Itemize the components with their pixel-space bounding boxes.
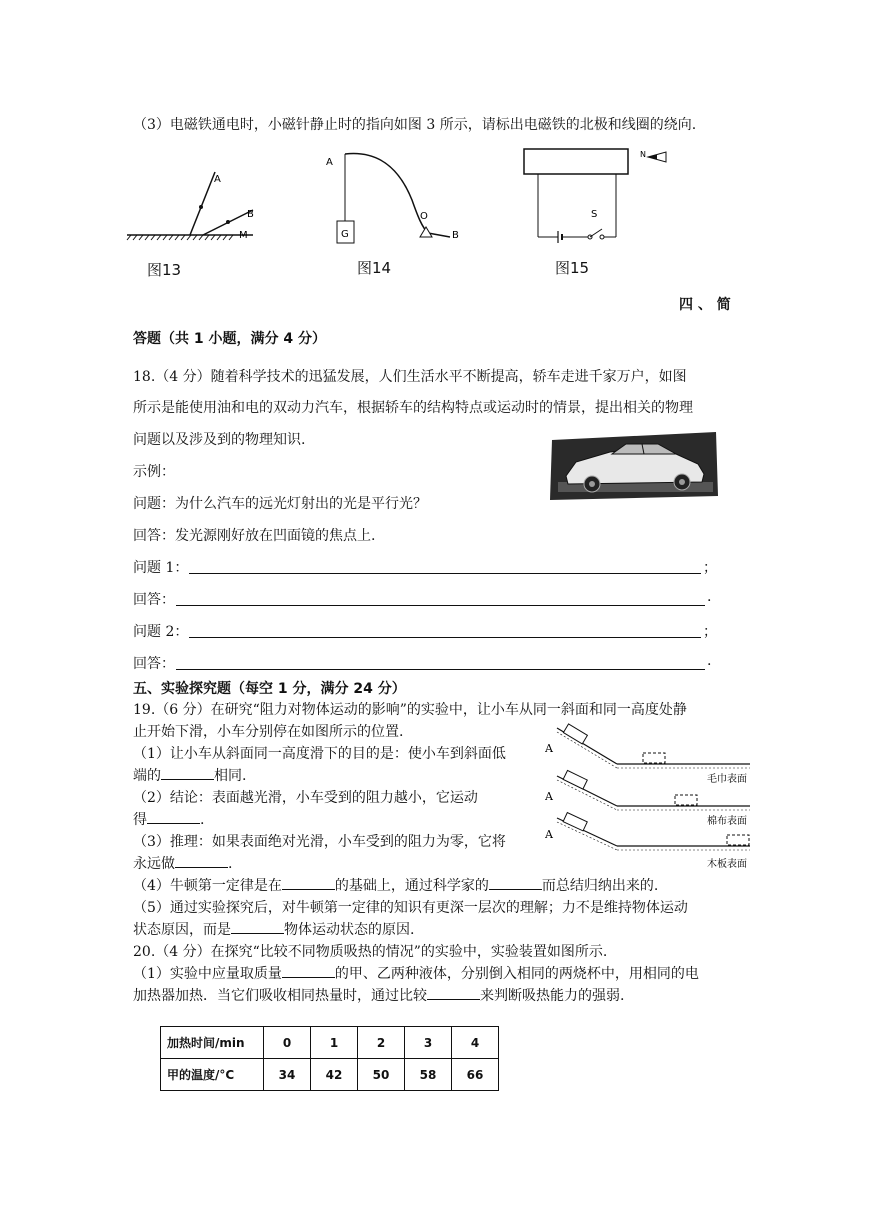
figure-13-diagram [125, 160, 265, 280]
q19-part-4-pre: （4）牛顿第一定律是在 [133, 878, 282, 894]
q20-line-1: 20.（4 分）在探究“比较不同物质吸热的情况”的实验中，实验装置如图所示. [133, 944, 608, 960]
figure-14-caption: 图14 [357, 259, 392, 277]
q19-part-5-b [133, 919, 414, 939]
q19-part-1-b [133, 765, 246, 785]
q18-line-2: 所示是能使用油和电的双动力汽车，根据轿车的结构特点或运动时的情景，提出相关的物理 [133, 400, 693, 416]
table-cell: 58 [405, 1059, 452, 1091]
q20-part-1-a-pre: （1）实验中应量取质量 [133, 966, 282, 982]
q18-answer-2-blank[interactable] [176, 656, 705, 670]
ramp-point-a: A [545, 742, 553, 755]
q19-part-4-post: 而总结归纳出来的. [541, 878, 659, 894]
table-row [161, 1059, 499, 1091]
q18-question-1-end: ； [703, 560, 717, 576]
q19-part-2-b-post: . [200, 812, 205, 828]
q19-blank-5[interactable] [489, 875, 542, 890]
q19-part-5-a: （5）通过实验探究后，对牛顿第一定律的知识有更深一层次的理解；力不是维持物体运动 [133, 900, 688, 916]
q20-blank-1[interactable] [282, 963, 335, 978]
q19-part-2-a: （2）结论：表面越光滑，小车受到的阻力越小，它运动 [133, 790, 478, 806]
q19-part-3-a: （3）推理：如果表面绝对光滑，小车受到的阻力为零，它将 [133, 834, 506, 850]
q19-part-3-b-pre: 永远做 [133, 856, 175, 872]
q19-part-3-b-post: . [228, 856, 233, 872]
surface-label-cotton: 棉布表面 [707, 816, 747, 827]
figure-15-diagram [520, 145, 680, 255]
figure-13-caption: 图13 [147, 261, 182, 279]
table-cell: 3 [405, 1027, 452, 1059]
q18-answer-1-label: 回答： [133, 592, 175, 608]
fig14-label-b: B [452, 230, 459, 241]
q18-example-answer: 回答：发光源刚好放在凹面镜的焦点上. [133, 528, 376, 544]
q18-answer-1-end: . [707, 589, 712, 605]
q18-line-1: 18.（4 分）随着科学技术的迅猛发展，人们生活水平不断提高，轿车走进千家万户，如图 [133, 369, 687, 385]
table-cell: 4 [452, 1027, 499, 1059]
q19-blank-2[interactable] [147, 809, 200, 824]
q19-part-1-a: （1）让小车从斜面同一高度滑下的目的是：使小车到斜面低 [133, 746, 506, 762]
table-cell: 0 [264, 1027, 311, 1059]
surface-label-wood: 木板表面 [707, 859, 747, 870]
q18-question-2-end: ； [703, 624, 717, 640]
q19-part-4 [133, 875, 658, 895]
q19-blank-1[interactable] [161, 765, 214, 780]
section-5-heading: 五、实验探究题（每空 1 分，满分 24 分） [133, 681, 406, 697]
figure-14-diagram [320, 145, 480, 255]
table-row [161, 1027, 499, 1059]
q19-line-1: 19.（6 分）在研究“阻力对物体运动的影响”的实验中，让小车从同一斜面和同一高度处静 [133, 702, 687, 718]
fig15-label-n: N [640, 150, 646, 159]
q20-part-1-a [133, 963, 699, 983]
q19-line-2: 止开始下滑，小车分别停在如图所示的位置. [133, 724, 404, 740]
q19-part-5-b-pre: 状态原因，而是 [133, 922, 231, 938]
table-cell: 42 [311, 1059, 358, 1091]
q18-line-3: 问题以及涉及到的物理知识. [133, 432, 306, 448]
fig13-label-a: A [214, 174, 221, 185]
fig15-label-s: S [591, 209, 598, 220]
q19-blank-4[interactable] [282, 875, 335, 890]
fig13-label-m: M [239, 230, 248, 241]
q18-question-1-blank[interactable] [189, 560, 701, 574]
q18-example-label: 示例： [133, 464, 175, 480]
q20-part-1-b [133, 985, 624, 1005]
ramp-point-a-2: A [545, 790, 553, 803]
table-cell: 2 [358, 1027, 405, 1059]
q18-answer-2-label: 回答： [133, 656, 175, 672]
q18-answer-1-blank[interactable] [176, 592, 705, 606]
q20-part-1-b-post: 来判断吸热能力的强弱. [480, 988, 625, 1004]
fig14-label-o: O [420, 211, 428, 222]
q3-text: （3）电磁铁通电时，小磁针静止时的指向如图 3 所示，请标出电磁铁的北极和线圈的绕向. [133, 117, 697, 133]
fig13-label-b: B [247, 209, 254, 220]
ramp-experiment-diagram [545, 722, 755, 872]
q18-question-2-label: 问题 2： [133, 624, 189, 640]
table-cell: 50 [358, 1059, 405, 1091]
car-photo [548, 430, 720, 500]
fig14-label-a: A [326, 157, 333, 168]
q20-blank-2[interactable] [427, 985, 480, 1000]
q19-part-1-b-pre: 端的 [133, 768, 161, 784]
q20-part-1-a-post: 的甲、乙两种液体，分别倒入相同的两烧杯中，用相同的电 [334, 966, 699, 982]
q20-part-1-b-pre: 加热器加热．当它们吸收相同热量时，通过比较 [133, 988, 427, 1004]
q19-part-1-b-post: 相同. [214, 768, 247, 784]
heating-data-table [160, 1026, 499, 1091]
section-4-heading-tail: 四 、 简 [679, 297, 731, 313]
ramp-point-a-3: A [545, 828, 553, 841]
q18-answer-2-end: . [707, 653, 712, 669]
q19-part-5-b-post: 物体运动状态的原因. [284, 922, 415, 938]
table-cell: 1 [311, 1027, 358, 1059]
q19-part-2-b [133, 809, 204, 829]
table-cell: 34 [264, 1059, 311, 1091]
q19-part-3-b [133, 853, 232, 873]
table-cell: 66 [452, 1059, 499, 1091]
table-header-time: 加热时间/min [161, 1027, 264, 1059]
q19-blank-6[interactable] [231, 919, 284, 934]
q18-example-question: 问题：为什么汽车的远光灯射出的光是平行光？ [133, 496, 427, 512]
table-header-temp: 甲的温度/°C [161, 1059, 264, 1091]
surface-label-towel: 毛巾表面 [707, 774, 747, 785]
figure-15-caption: 图15 [555, 259, 590, 277]
q18-question-1-label: 问题 1： [133, 560, 189, 576]
q19-blank-3[interactable] [175, 853, 228, 868]
q19-part-2-b-pre: 得 [133, 812, 147, 828]
section-4-heading: 答题（共 1 小题，满分 4 分） [133, 331, 326, 347]
q18-question-2-blank[interactable] [189, 624, 701, 638]
fig14-label-g: G [341, 229, 349, 240]
q19-part-4-mid: 的基础上，通过科学家的 [334, 878, 489, 894]
